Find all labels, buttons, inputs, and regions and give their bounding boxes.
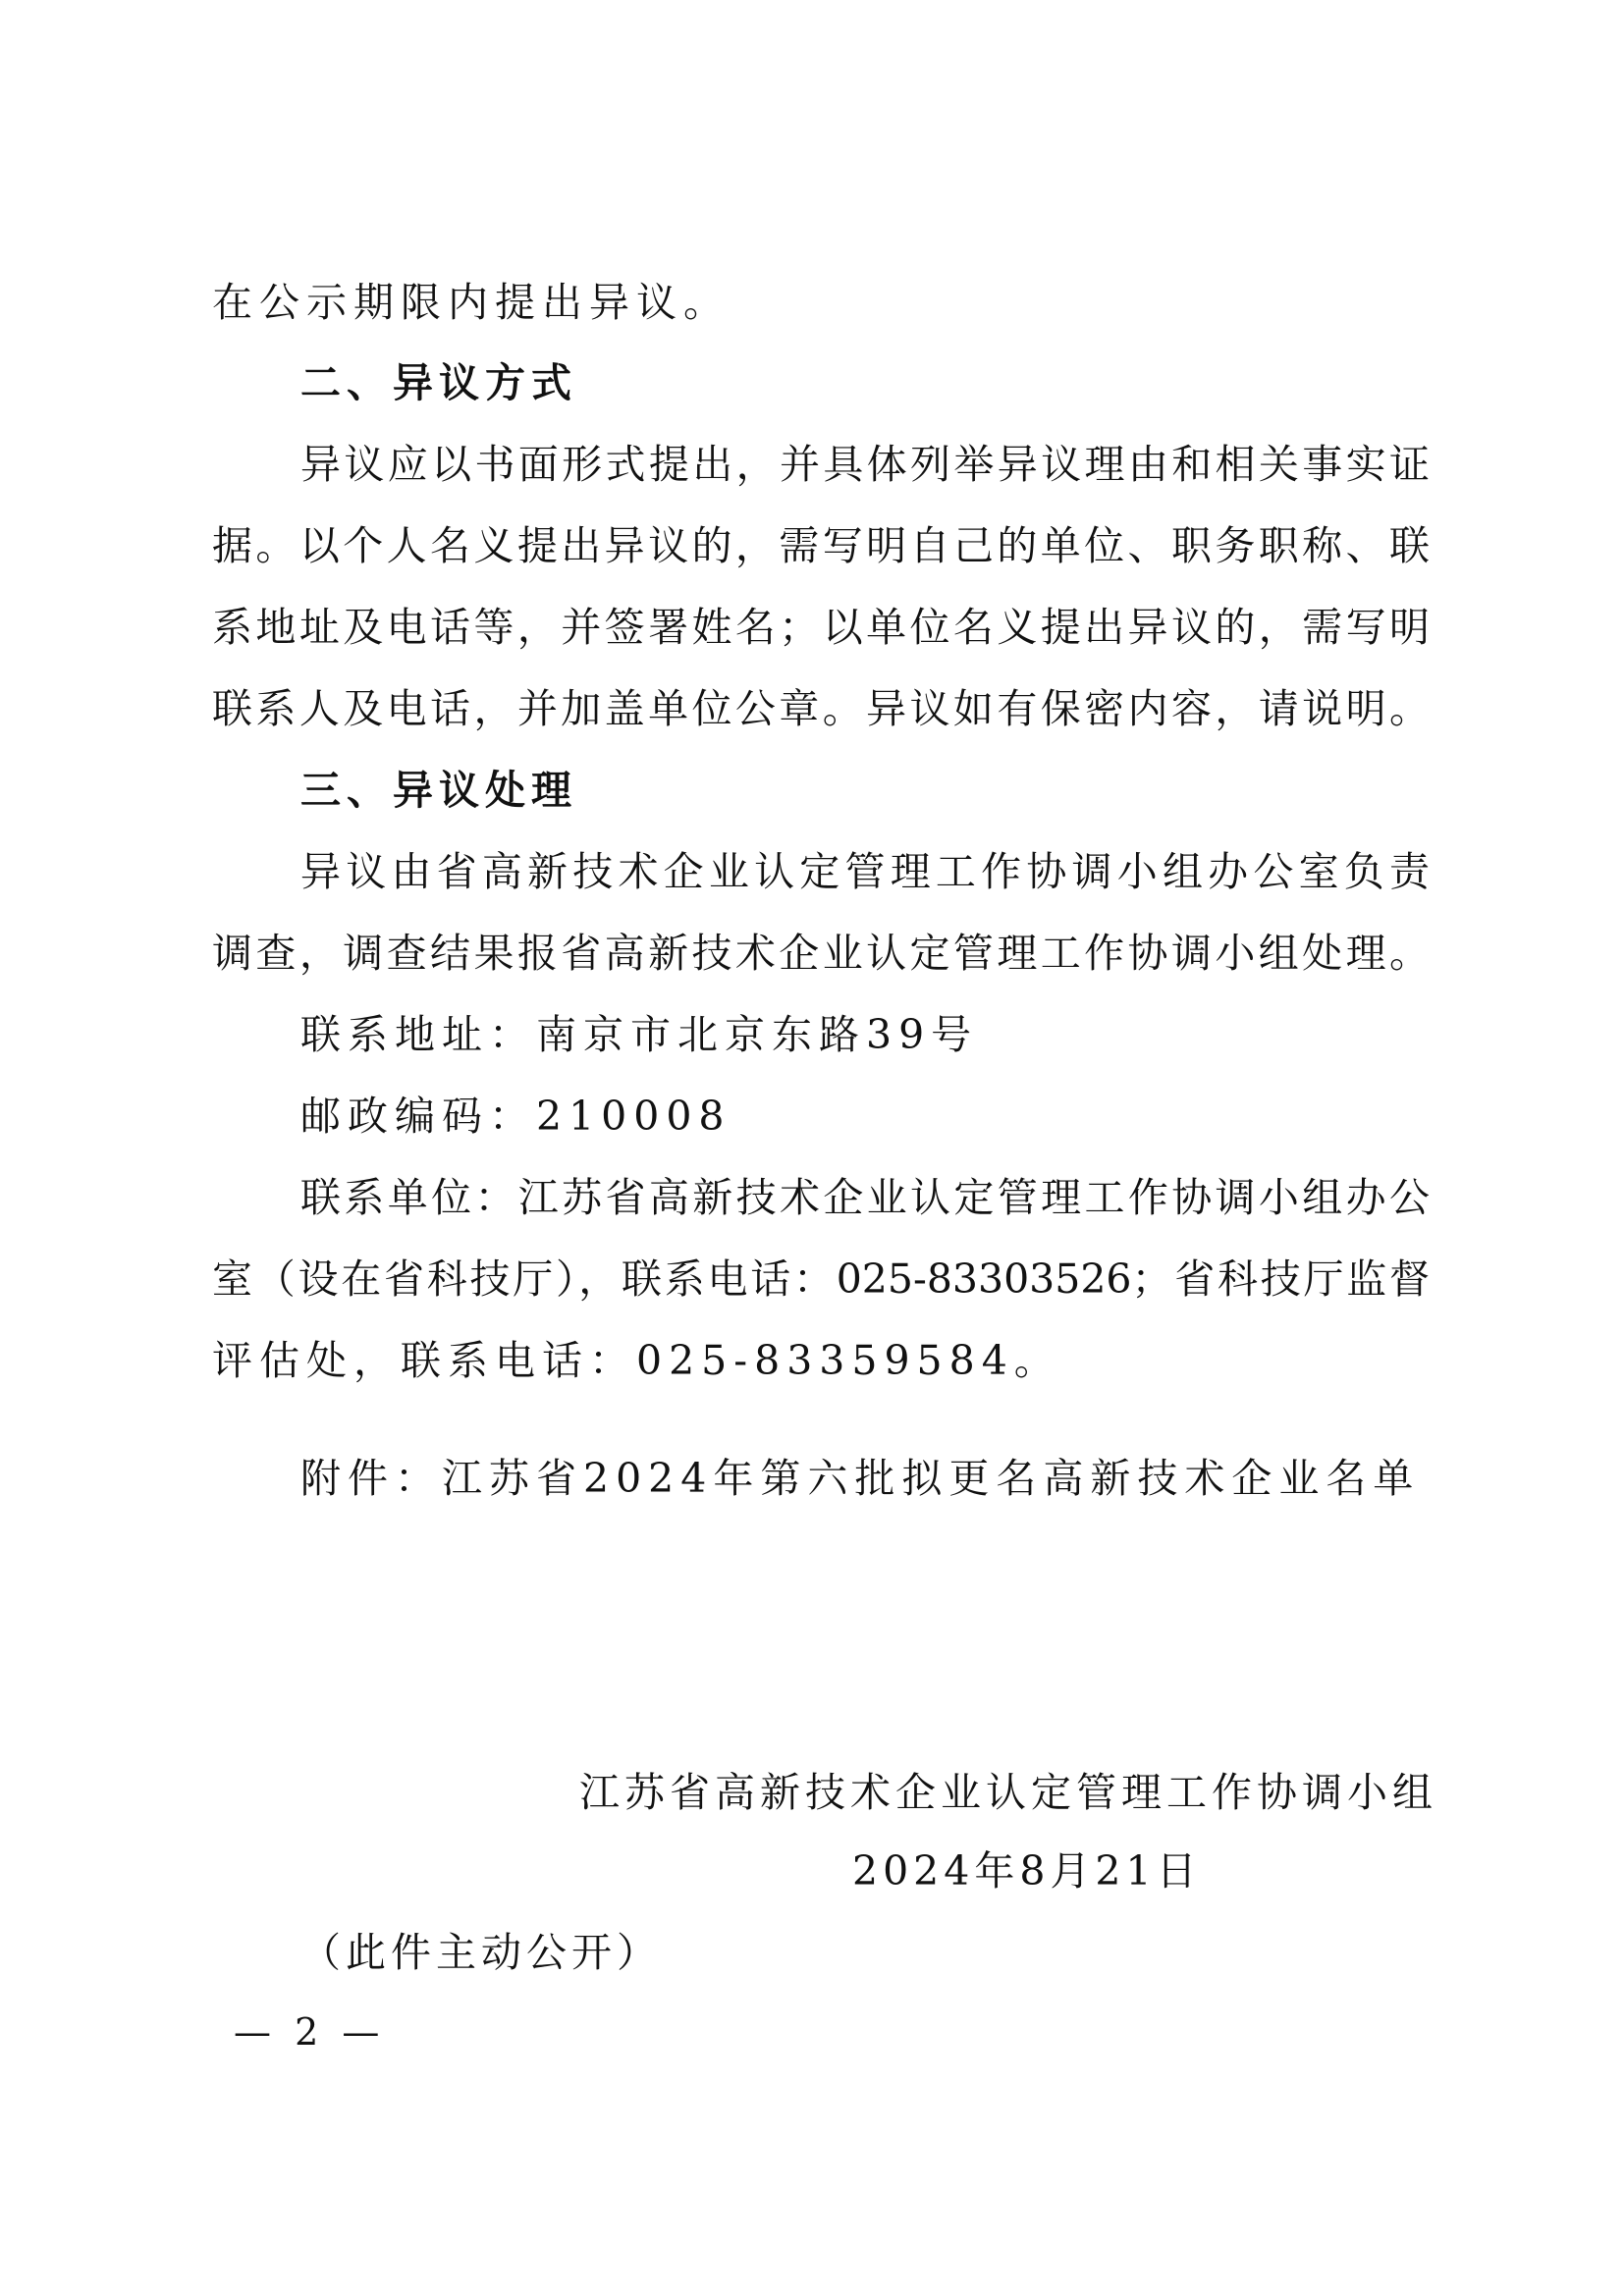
body-line: 联系人及电话，并加盖单位公章。异议如有保密内容，请说明。: [212, 685, 1430, 732]
signature-date: 2024年8月21日: [852, 1847, 1202, 1895]
body-line: 在公示期限内提出异议。: [212, 279, 731, 326]
body-line: 异议应以书面形式提出，并具体列举异议理由和相关事实证: [300, 441, 1430, 488]
page-number: — 2 —: [234, 2010, 386, 2054]
attachment-line: 附件：江苏省2024年第六批拟更名高新技术企业名单: [300, 1455, 1421, 1502]
contact-unit-line: 联系单位：江苏省高新技术企业认定管理工作协调小组办公: [300, 1174, 1430, 1221]
contact-unit-line: 室（设在省科技厅），联系电话：025-83303526；省科技厅监督: [212, 1255, 1430, 1303]
body-line: 调查，调查结果报省高新技术企业认定管理工作协调小组处理。: [212, 930, 1430, 977]
body-line: 系地址及电话等，并签署姓名；以单位名义提出异议的，需写明: [212, 604, 1430, 651]
postal-code: 邮政编码：210008: [300, 1093, 731, 1140]
section-heading-objection-method: 二、异议方式: [300, 359, 577, 406]
section-heading-objection-handling: 三、异议处理: [300, 767, 577, 814]
body-line: 异议由省高新技术企业认定管理工作协调小组办公室负责: [300, 848, 1430, 895]
body-line: 据。以个人名义提出异议的，需写明自己的单位、职务职称、联: [212, 522, 1430, 569]
disclosure-note: （此件主动公开）: [300, 1929, 662, 1976]
signature-organization: 江苏省高新技术企业认定管理工作协调小组: [579, 1769, 1437, 1816]
contact-address: 联系地址：南京市北京东路39号: [300, 1011, 979, 1058]
contact-unit-line: 评估处，联系电话：025-83359584。: [212, 1337, 1061, 1384]
